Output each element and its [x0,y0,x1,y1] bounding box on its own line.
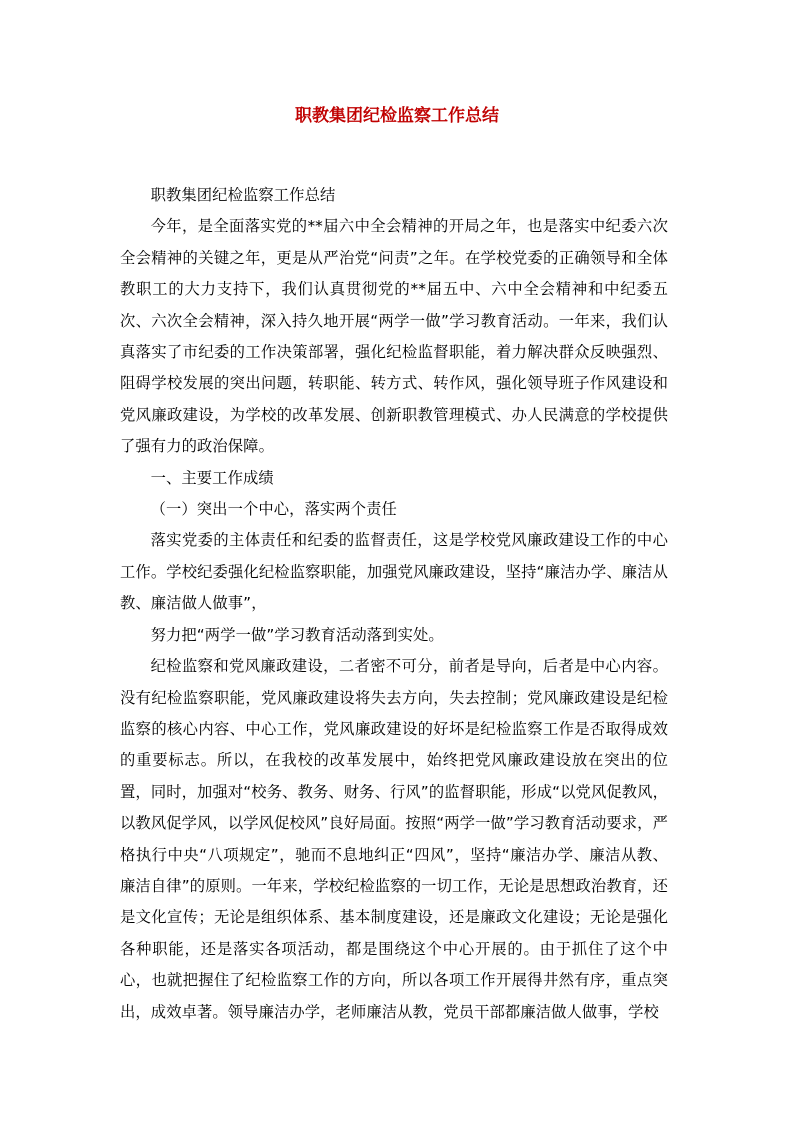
document-body [120,180,668,1028]
paragraph-intro: 今年，是全面落实党的**届六中全会精神的开局之年，也是落实中纪委六次全会精神的关键之年，更是从严治党“问责”之年。在学校党委的正确领导和全体教职工的大力支持下，我们认真贯彻党的**届五中、六中全会精神和中纪委五次、六次全会精神，深入持久地开展“两学一做”学习教育活动。一年来，我们认真落实了市纪委的工作决策部署，强化纪检监督职能，着力解决群众反映强烈、阻碍学校发展的突出问题，转职能、转方式、转作风，强化领导班子作风建设和党风廉政建设，为学校的改革发展、创新职教管理模式、办人民满意的学校提供了强有力的政治保障。 [120,217,668,456]
paragraph-subtitle: 职教集团纪检监察工作总结 [150,186,336,204]
subsection-heading: （一）突出一个中心，落实两个责任 [150,500,397,519]
section-heading: 一、主要工作成绩 [150,468,274,487]
document-title: 职教集团纪检监察工作总结 [295,106,499,126]
paragraph-responsibility: 落实党委的主体责任和纪委的监督责任，这是学校党风廉政建设工作的中心工作。学校纪委强化纪检监察职能，加强党风廉政建设，坚持“廉洁办学、廉洁从教、廉洁做人做事”， [120,531,668,613]
paragraph-implementation: 努力把“两学一做”学习教育活动落到实处。 [150,625,444,644]
paragraph-supervision: 纪检监察和党风廉政建设，二者密不可分，前者是导向，后者是中心内容。没有纪检监察职能，党风廉政建设将失去方向，失去控制；党风廉政建设是纪检监察的核心内容、中心工作，党风廉政建设的好坏是纪检监察工作是否取得成效的重要标志。所以，在我校的改革发展中，始终把党风廉政建设放在突出的位置，同时，加强对“校务、教务、财务、行风”的监督职能，形成“以党风促教风，以教风促学风，以学风促校风”良好局面。按照“两学一做”学习教育活动要求，严格执行中央“八项规定”，驰而不息地纠正“四风”，坚持“廉洁办学、廉洁从教、廉洁自律”的原则。一年来，学校纪检监察的一切工作，无论是思想政治教育，还是文化宣传；无论是组织体系、基本制度建设，还是廉政文化建设；无论是强化各种职能，还是落实各项活动，都是围绕这个中心开展的。由于抓住了这个中心，也就把握住了纪检监察工作的方向，所以各项工作开展得井然有序，重点突出，成效卓著。领导廉洁办学，老师廉洁从教，党员干部都廉洁做人做事，学校 [120,657,668,1021]
